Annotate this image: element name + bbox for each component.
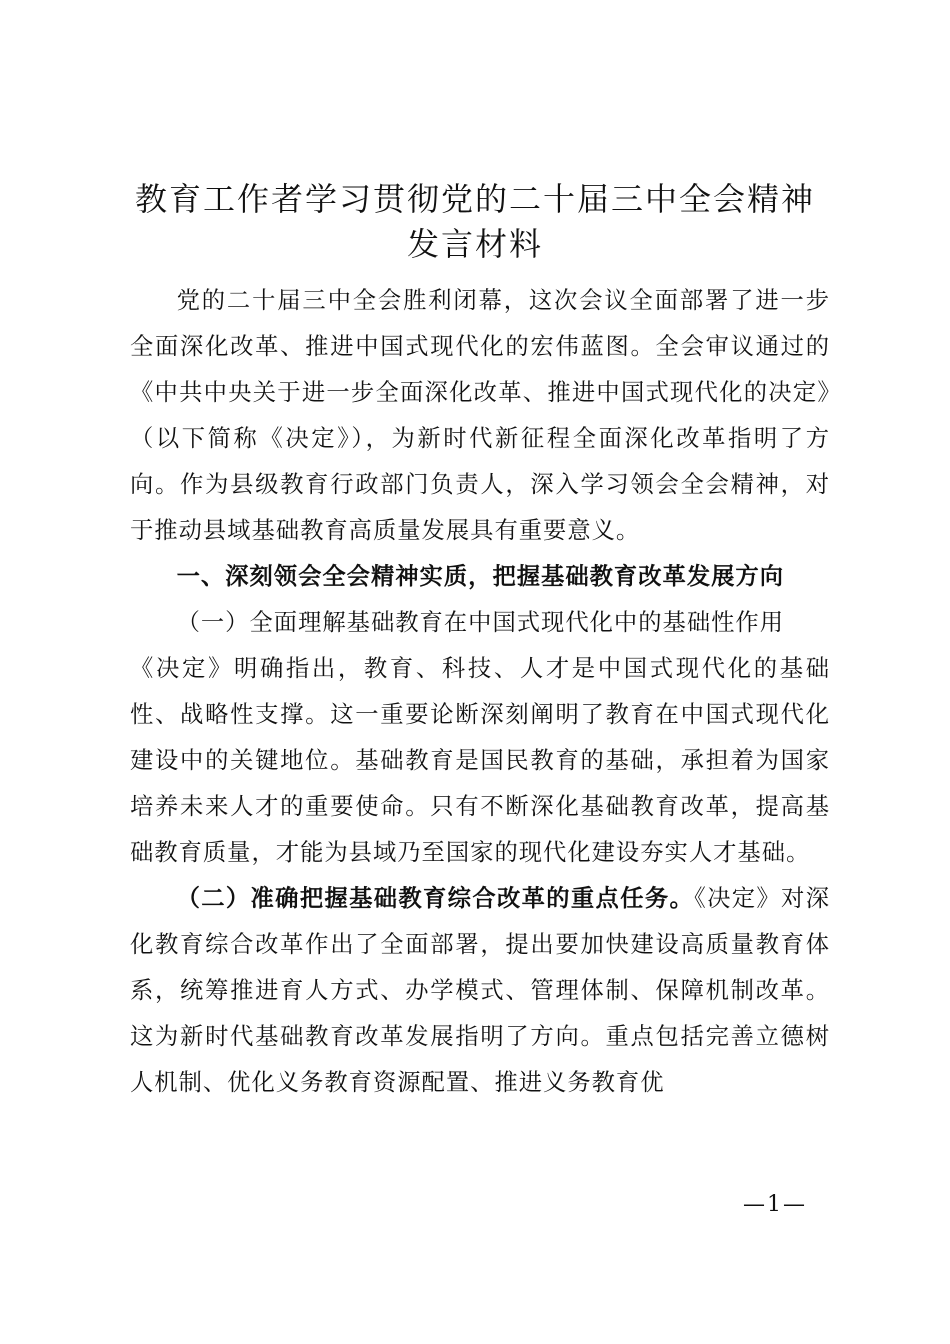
section-heading-1: 一、深刻领会全会精神实质，把握基础教育改革发展方向 bbox=[176, 563, 785, 590]
subsection-2-paragraph bbox=[130, 876, 830, 1106]
document-title-line-1: 教育工作者学习贯彻党的二十届三中全会精神 bbox=[134, 180, 815, 218]
subsection-1-body: 《决定》明确指出，教育、科技、人才是中国式现代化的基础性、战略性支撑。这一重要论断深刻阐明了教育在中国式现代化建设中的关键地位。基础教育是国民教育的基础，承担着为国家培养未来人才的重要使命。只有不断深化基础教育改革，提高基础教育质量，才能为县域乃至国家的现代化建设夯实人才基础。 bbox=[130, 655, 830, 866]
document-title-line-2: 发言材料 bbox=[406, 225, 543, 263]
subsection-2-title: （二）准确把握基础教育综合改革的重点任务。 bbox=[176, 885, 695, 912]
document-body bbox=[130, 278, 830, 1106]
subsection-2-body: 《决定》对深化教育综合改革作出了全面部署，提出要加快建设高质量教育体系，统筹推进育人方式、办学模式、管理体制、保障机制改革。这为新时代基础教育改革发展指明了方向。重点包括完善立德树人机制、优化义务教育资源配置、推进义务教育优 bbox=[130, 885, 830, 1096]
intro-paragraph: 党的二十届三中全会胜利闭幕，这次会议全面部署了进一步全面深化改革、推进中国式现代化的宏伟蓝图。全会审议通过的《中共中央关于进一步全面深化改革、推进中国式现代化的决定》（以下简称《决定》），为新时代新征程全面深化改革指明了方向。作为县级教育行政部门负责人，深入学习领会全会精神，对于推动县域基础教育高质量发展具有重要意义。 bbox=[130, 287, 830, 544]
subsection-1-title: （一）全面理解基础教育在中国式现代化中的基础性作用 bbox=[176, 609, 785, 636]
page-number: —1— bbox=[743, 1192, 807, 1217]
